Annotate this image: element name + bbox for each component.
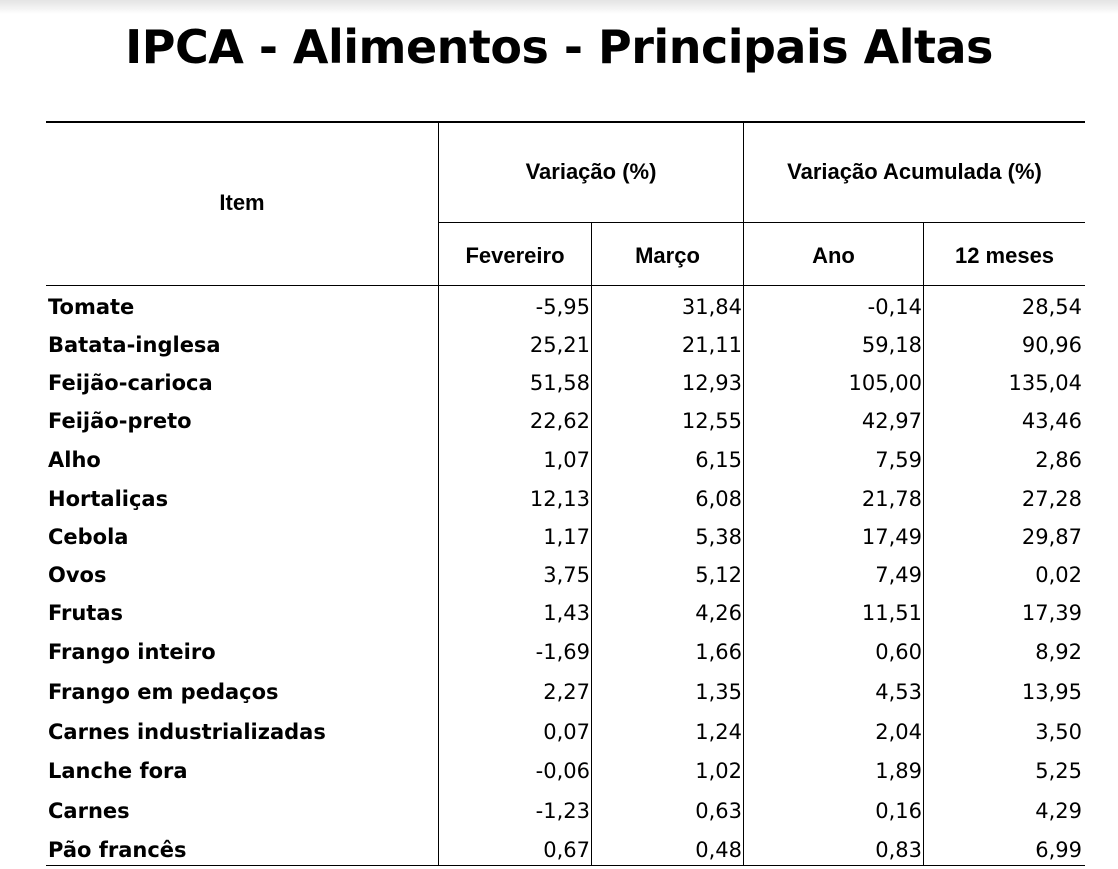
value-marco: 6,15: [695, 448, 742, 472]
value-fevereiro: -5,95: [535, 295, 590, 319]
value-ano: 59,18: [861, 333, 922, 357]
table-row: [46, 364, 1085, 402]
row-item-label: Hortaliças: [48, 487, 169, 511]
value-fevereiro: -1,69: [535, 640, 590, 664]
value-12-meses: 4,29: [1035, 799, 1082, 823]
value-ano: 0,83: [875, 838, 922, 862]
value-fevereiro: 1,07: [543, 448, 590, 472]
value-marco: 1,35: [695, 680, 742, 704]
header-variacao: Variação (%): [525, 159, 657, 184]
table-row: [46, 402, 1085, 440]
value-12-meses: 6,99: [1035, 838, 1082, 862]
value-12-meses: 28,54: [1021, 295, 1082, 319]
value-ano: 0,16: [875, 799, 922, 823]
table-row: [46, 594, 1085, 632]
value-12-meses: 43,46: [1021, 409, 1082, 433]
row-item-label: Frutas: [48, 601, 124, 625]
row-item-label: Alho: [48, 448, 101, 472]
value-fevereiro: 2,27: [543, 680, 590, 704]
row-item-label: Pão francês: [48, 838, 187, 862]
value-12-meses: 90,96: [1021, 333, 1082, 357]
row-item-label: Tomate: [48, 295, 135, 319]
value-12-meses: 3,50: [1035, 720, 1082, 744]
header-12-meses: 12 meses: [954, 243, 1055, 268]
table-row: [46, 673, 1085, 711]
value-ano: 105,00: [848, 371, 922, 395]
value-12-meses: 135,04: [1008, 371, 1082, 395]
row-item-label: Batata-inglesa: [48, 333, 221, 357]
header-item: Item: [219, 190, 265, 215]
value-fevereiro: 12,13: [529, 487, 590, 511]
value-ano: 2,04: [875, 720, 922, 744]
table-row: [46, 633, 1085, 671]
row-item-label: Feijão-carioca: [48, 371, 213, 395]
table-row: [46, 752, 1085, 790]
value-12-meses: 17,39: [1021, 601, 1082, 625]
table-row: [46, 480, 1085, 518]
value-ano: 1,89: [875, 759, 922, 783]
header-fevereiro: Fevereiro: [465, 243, 565, 268]
value-fevereiro: 1,17: [543, 525, 590, 549]
header-variacao-acumulada: Variação Acumulada (%): [787, 159, 1042, 184]
table-row: [46, 713, 1085, 751]
value-fevereiro: 25,21: [529, 333, 590, 357]
row-item-label: Lanche fora: [48, 759, 188, 783]
value-marco: 12,93: [681, 371, 742, 395]
row-item-label: Feijão-preto: [48, 409, 192, 433]
value-ano: 0,60: [875, 640, 922, 664]
table-row: [46, 288, 1085, 326]
value-marco: 12,55: [681, 409, 742, 433]
value-marco: 4,26: [695, 601, 742, 625]
row-item-label: Frango inteiro: [48, 640, 216, 664]
header-bottom-rule: [46, 285, 1085, 286]
value-ano: 7,49: [875, 563, 922, 587]
value-ano: 42,97: [861, 409, 922, 433]
value-ano: -0,14: [867, 295, 922, 319]
slide-top-band: [0, 0, 1118, 14]
table-row: [46, 441, 1085, 479]
value-fevereiro: 51,58: [529, 371, 590, 395]
table-row: [46, 792, 1085, 830]
value-12-meses: 8,92: [1035, 640, 1082, 664]
value-marco: 0,63: [695, 799, 742, 823]
value-fevereiro: 22,62: [529, 409, 590, 433]
value-ano: 17,49: [861, 525, 922, 549]
value-12-meses: 29,87: [1021, 525, 1082, 549]
row-item-label: Cebola: [48, 525, 129, 549]
row-item-label: Frango em pedaços: [48, 680, 279, 704]
value-marco: 21,11: [681, 333, 742, 357]
row-item-label: Carnes: [48, 799, 130, 823]
header-marco: Março: [635, 243, 700, 268]
value-fevereiro: 1,43: [543, 601, 590, 625]
value-12-meses: 5,25: [1035, 759, 1082, 783]
row-item-label: Carnes industrializadas: [48, 720, 326, 744]
value-12-meses: 27,28: [1021, 487, 1082, 511]
value-ano: 7,59: [875, 448, 922, 472]
value-marco: 31,84: [681, 295, 742, 319]
page-title: IPCA - Alimentos - Principais Altas: [125, 20, 993, 74]
value-marco: 1,24: [695, 720, 742, 744]
value-12-meses: 13,95: [1021, 680, 1082, 704]
value-ano: 21,78: [861, 487, 922, 511]
value-fevereiro: -0,06: [535, 759, 590, 783]
table-row: [46, 326, 1085, 364]
value-12-meses: 0,02: [1035, 563, 1082, 587]
table-row: [46, 518, 1085, 556]
value-marco: 5,38: [695, 525, 742, 549]
table-row: [46, 556, 1085, 594]
value-12-meses: 2,86: [1035, 448, 1082, 472]
value-fevereiro: 0,67: [543, 838, 590, 862]
value-ano: 4,53: [875, 680, 922, 704]
value-fevereiro: 0,07: [543, 720, 590, 744]
header-ano: Ano: [812, 243, 855, 268]
value-marco: 6,08: [695, 487, 742, 511]
row-item-label: Ovos: [48, 563, 107, 587]
table-row: [46, 831, 1085, 869]
value-marco: 1,66: [695, 640, 742, 664]
value-fevereiro: -1,23: [535, 799, 590, 823]
value-ano: 11,51: [861, 601, 922, 625]
value-fevereiro: 3,75: [543, 563, 590, 587]
value-marco: 1,02: [695, 759, 742, 783]
value-marco: 5,12: [695, 563, 742, 587]
value-marco: 0,48: [695, 838, 742, 862]
